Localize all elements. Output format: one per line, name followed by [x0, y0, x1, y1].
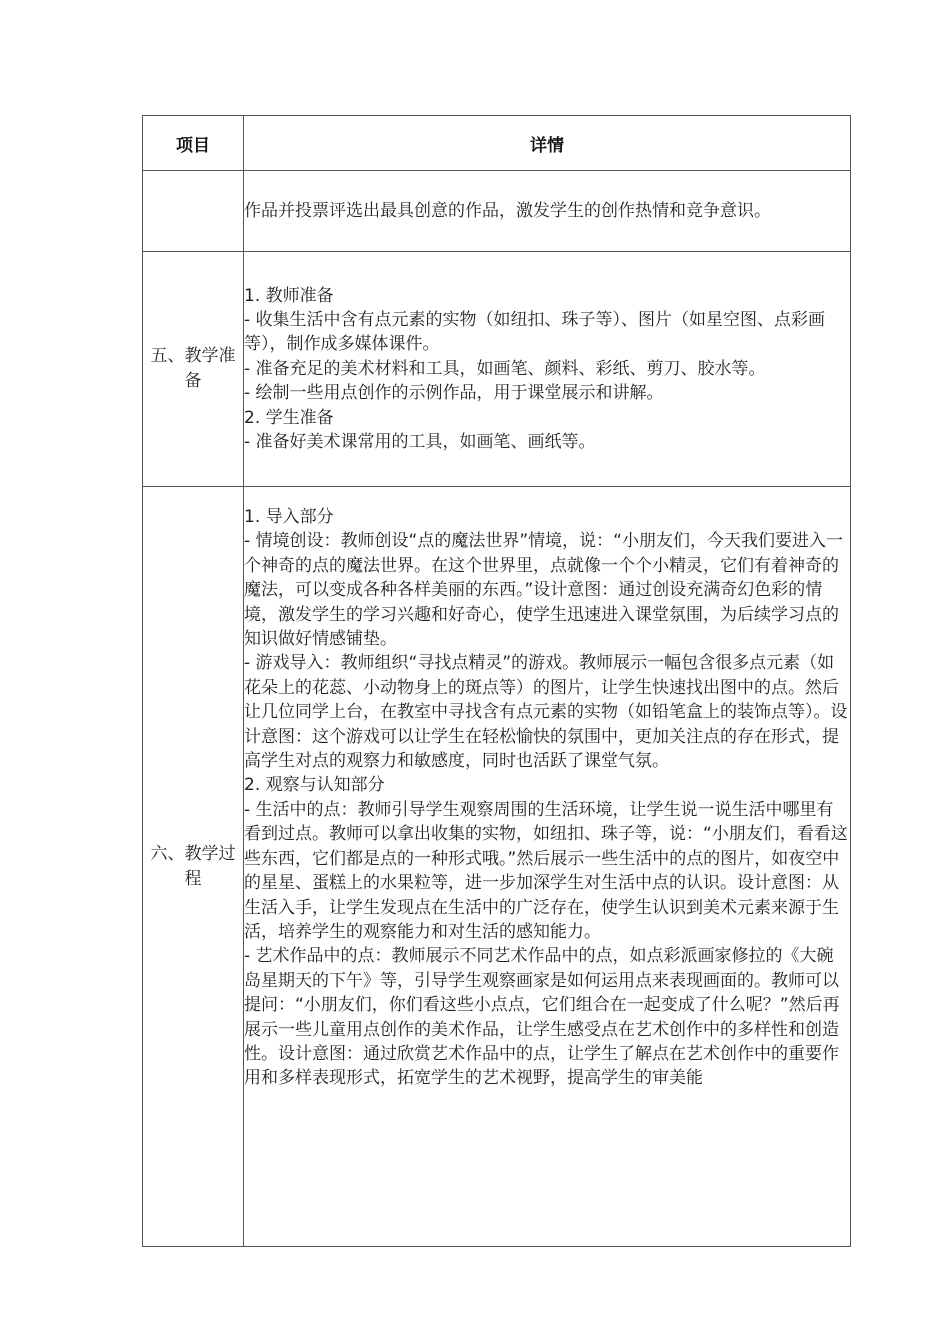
- header-detail: 详情: [244, 116, 851, 171]
- row-label: [143, 171, 244, 252]
- table-row: [143, 252, 851, 487]
- row-detail: [244, 252, 851, 487]
- detail-line: 2. 学生准备: [244, 407, 334, 428]
- detail-line: - 游戏导入：教师组织“寻找点精灵”的游戏。教师展示一幅包含很多点元素（如花朵上的花蕊、小动物身上的斑点等）的图片，让学生快速找出图中的点。然后让几位同学上台，在教室中寻找含有点元素的实物（如铅笔盒上的装饰点等）。设计意图：这个游戏可以让学生在轻松愉快的氛围中，更加关注点的存在形式，提高学生对点的观察力和敏感度，同时也活跃了课堂气氛。: [244, 653, 848, 772]
- row-detail: [244, 171, 851, 252]
- detail-line: - 收集生活中含有点元素的实物（如纽扣、珠子等）、图片（如星空图、点彩画等），制作成多媒体课件。: [244, 309, 826, 355]
- header-item: 项目: [143, 116, 244, 171]
- detail-line: 1. 导入部分: [244, 507, 334, 527]
- table-header-row: [143, 116, 851, 171]
- detail-line: - 艺术作品中的点：教师展示不同艺术作品中的点，如点彩派画家修拉的《大碗岛星期天的下午》等，引导学生观察画家是如何运用点来表现画面的。教师可以提问：“小朋友们，你们看这些小点点，它们组合在一起变成了什么呢？”然后再展示一些儿童用点创作的美术作品，让学生感受点在艺术创作中的多样性和创造性。设计意图：通过欣赏艺术作品中的点，让学生了解点在艺术创作中的重要作用和多样表现形式，拓宽学生的艺术视野，提高学生的审美能: [244, 946, 840, 1089]
- table-row: [143, 171, 851, 252]
- detail-line: 2. 观察与认知部分: [244, 775, 385, 796]
- row-label-teaching-process: 六、教学过程: [143, 487, 244, 1247]
- row-label-teaching-prep: 五、教学准备: [143, 252, 244, 487]
- detail-line: - 准备充足的美术材料和工具，如画笔、颜料、彩纸、剪刀、胶水等。: [244, 358, 766, 379]
- detail-line: 1. 教师准备: [244, 285, 334, 306]
- row-detail: [244, 487, 851, 1247]
- detail-line: - 生活中的点：教师引导学生观察周围的生活环境，让学生说一说生活中哪里有看到过点。教师可以拿出收集的实物，如纽扣、珠子等，说：“小朋友们，看看这些东西，它们都是点的一种形式哦。”然后展示一些生活中的点的图片，如夜空中的星星、蛋糕上的水果粒等，进一步加深学生对生活中点的认识。设计意图：从生活入手，让学生发现点在生活中的广泛存在，使学生认识到美术元素来源于生活，培养学生的观察能力和对生活的感知能力。: [244, 799, 848, 942]
- detail-line: - 绘制一些用点创作的示例作品，用于课堂展示和讲解。: [244, 383, 664, 404]
- detail-line: - 情境创设：教师创设“点的魔法世界”情境，说：“小朋友们，今天我们要进入一个神奇的点的魔法世界。在这个世界里，点就像一个个小精灵，它们有着神奇的魔法，可以变成各种各样美丽的东西。”设计意图：通过创设充满奇幻色彩的情境，激发学生的学习兴趣和好奇心，使学生迅速进入课堂氛围，为后续学习点的知识做好情感铺垫。: [244, 531, 843, 650]
- lesson-plan-table: [142, 115, 851, 1247]
- table-row: [143, 487, 851, 1247]
- detail-line: 作品并投票评选出最具创意的作品，激发学生的创作热情和竞争意识。: [244, 200, 771, 221]
- detail-line: - 准备好美术课常用的工具，如画笔、画纸等。: [244, 432, 596, 453]
